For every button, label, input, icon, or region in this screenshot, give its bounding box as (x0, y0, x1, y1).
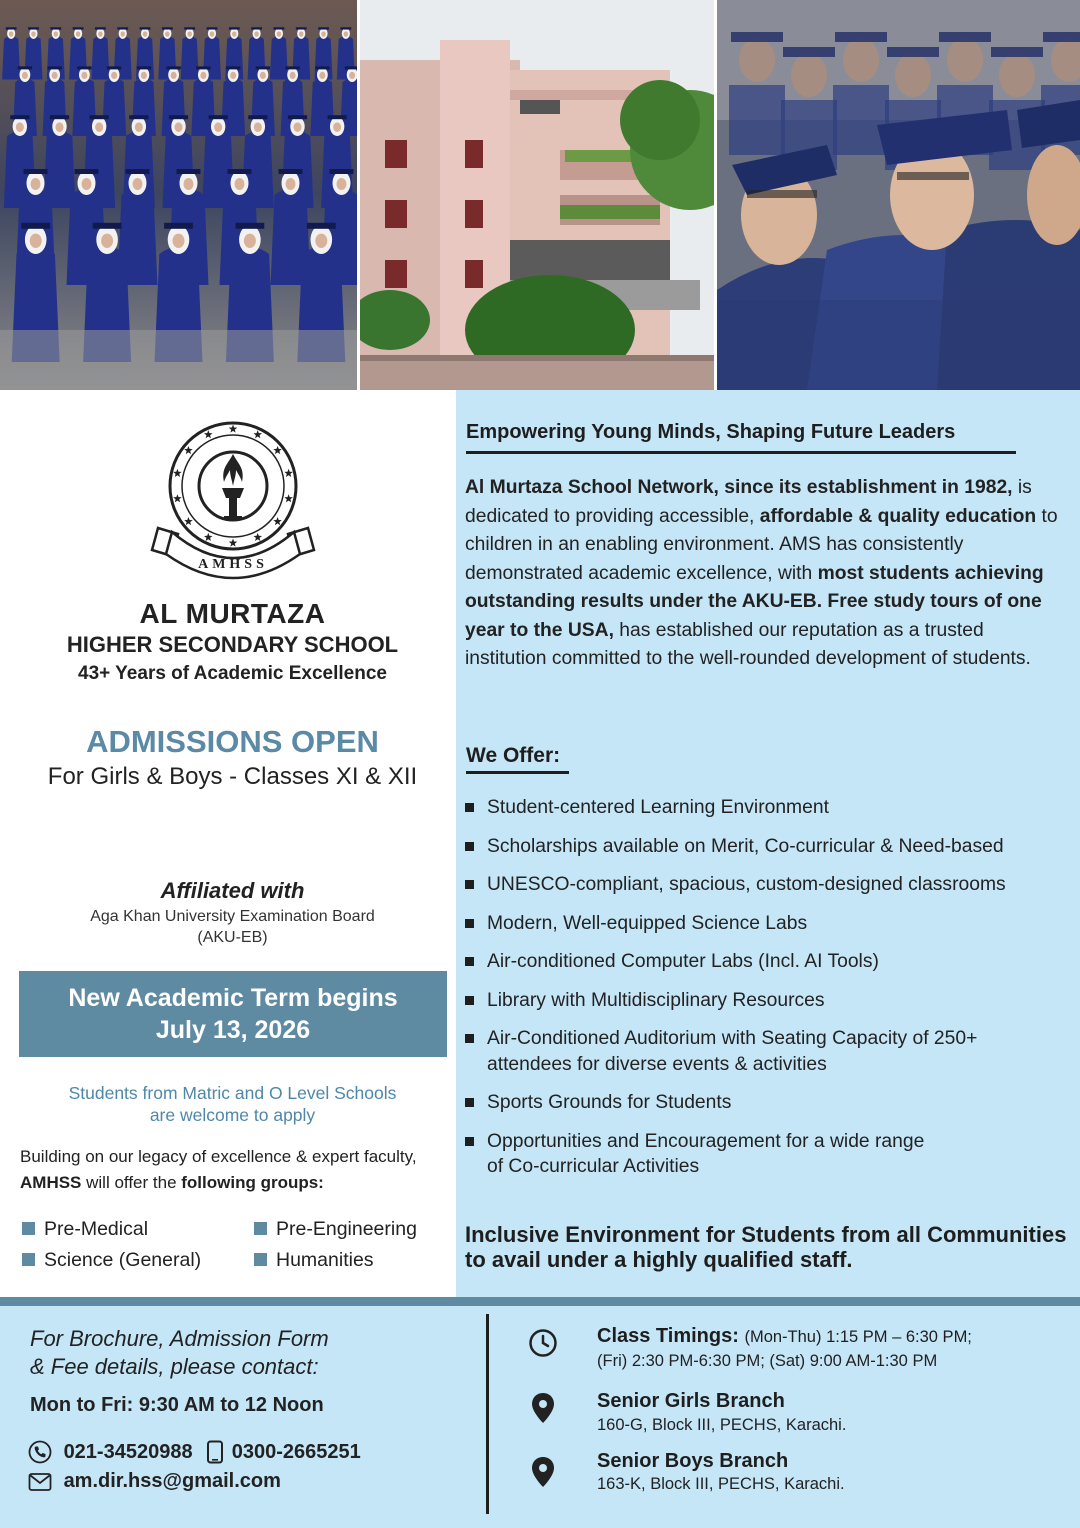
footer-vertical-rule (486, 1314, 489, 1514)
group-item (22, 1249, 201, 1272)
photo-boys-graduation (717, 0, 1080, 390)
group-item (22, 1218, 148, 1241)
brochure-line-2: & Fee details, please contact: (30, 1354, 319, 1379)
mission-tagline: Empowering Young Minds, Shaping Future Leaders (466, 421, 956, 443)
affiliation-heading: Affiliated with (160, 878, 305, 903)
square-bullet-icon (22, 1222, 35, 1235)
phone-line (28, 1440, 361, 1464)
logo-ring-text: AMHSS (198, 557, 268, 572)
photo-girls-graduation (0, 0, 357, 390)
right-column (456, 390, 1080, 1298)
legacy-bold-1: AMHSS (20, 1173, 82, 1192)
welcome-line-1: Students from Matric and O Level Schools (68, 1083, 397, 1103)
timings-label: Class Timings: (597, 1325, 739, 1347)
mobile-phone-icon (206, 1440, 224, 1464)
about-text-3: has established our reputation as a trusted institution committed to the well-rounded development of students. (465, 619, 1031, 669)
affiliation-board (0, 906, 465, 948)
class-timings (597, 1325, 972, 1348)
legacy-text-1: Building on our legacy of excellence & expert faculty, (20, 1147, 417, 1166)
offer-underline (466, 771, 569, 774)
boys-branch-address: 163-K, Block III, PECHS, Karachi. (597, 1475, 845, 1493)
school-crest-logo (150, 416, 316, 580)
clock-icon (528, 1328, 558, 1358)
offer-item: Opportunities and Encouragement for a wide range of Co-curricular Activities (464, 1129, 934, 1180)
school-name: AL MURTAZA (139, 598, 326, 629)
girls-branch-address: 160-G, Block III, PECHS, Karachi. (597, 1416, 847, 1434)
offer-item: Student-centered Learning Environment (464, 795, 1074, 821)
group-item (254, 1218, 417, 1241)
timings-line-2: (Fri) 2:30 PM-6:30 PM; (Sat) 9:00 AM-1:30 PM (597, 1352, 938, 1370)
tagline-underline (466, 451, 1016, 454)
school-tagline: 43+ Years of Academic Excellence (78, 663, 387, 684)
photo-banner (0, 0, 1080, 390)
group-label: Science (General) (44, 1249, 202, 1271)
about-text-1: is dedicated to providing accessible, (465, 477, 1032, 527)
office-hours: Mon to Fri: 9:30 AM to 12 Noon (30, 1394, 324, 1416)
square-bullet-icon (22, 1253, 35, 1266)
offer-item: Modern, Well-equipped Science Labs (464, 911, 1074, 937)
offer-item: Air-conditioned Computer Labs (Incl. AI Tools) (464, 949, 1074, 975)
welcome-line-2: are welcome to apply (149, 1105, 316, 1125)
about-bold-2: affordable & quality education (759, 505, 1037, 527)
phone-mobile[interactable]: 0300-2665251 (231, 1440, 361, 1463)
offers-list (464, 795, 1074, 1180)
group-label: Pre-Medical (44, 1218, 149, 1240)
legacy-text-2: will offer the (81, 1173, 182, 1192)
location-pin-icon (530, 1456, 556, 1488)
about-bold-1: Al Murtaza School Network, since its establishment in 1982, (465, 477, 1013, 498)
term-banner (19, 971, 447, 1057)
inclusive-statement: Inclusive Environment for Students from all Communities to avail under a highly qualified staff. (465, 1222, 1067, 1272)
legacy-bold-2: following groups: (181, 1173, 324, 1192)
group-item (254, 1249, 374, 1272)
left-column (0, 390, 456, 1298)
location-pin-icon (530, 1392, 556, 1424)
about-text-2: to children in an enabling environment. AMS has consistently demonstrated academic excellence, with (465, 505, 1058, 584)
term-line-1: New Academic Term begins (68, 984, 398, 1012)
offer-item: Air-Conditioned Auditorium with Seating Capacity of 250+ attendees for diverse events & activities (464, 1026, 1004, 1077)
girls-branch-name: Senior Girls Branch (597, 1390, 785, 1412)
photo-school-building (360, 0, 714, 390)
footer (0, 1306, 1080, 1528)
school-subtitle: HIGHER SECONDARY SCHOOL (66, 632, 399, 657)
timings-line-1: (Mon-Thu) 1:15 PM – 6:30 PM; (744, 1328, 972, 1346)
board-line-1: Aga Khan University Examination Board (90, 908, 375, 925)
offer-item: Library with Multidisciplinary Resources (464, 988, 1074, 1014)
offer-item: Scholarships available on Merit, Co-curricular & Need-based (464, 834, 1074, 860)
square-bullet-icon (254, 1253, 267, 1266)
footer-divider-band (0, 1297, 1080, 1306)
legacy-paragraph (20, 1144, 440, 1196)
offer-item: UNESCO-compliant, spacious, custom-designed classrooms (464, 872, 1074, 898)
brochure-line-1: For Brochure, Admission Form (30, 1326, 329, 1351)
admissions-heading: ADMISSIONS OPEN (86, 724, 379, 759)
offer-item: Sports Grounds for Students (464, 1090, 1074, 1116)
board-line-2: (AKU-EB) (197, 929, 268, 946)
boys-branch-name: Senior Boys Branch (597, 1450, 789, 1472)
email-line (28, 1470, 281, 1493)
brochure-note (30, 1325, 329, 1381)
phone-landline[interactable]: 021-34520988 (63, 1440, 193, 1463)
about-paragraph (465, 474, 1065, 674)
square-bullet-icon (254, 1222, 267, 1235)
admissions-classes: For Girls & Boys - Classes XI & XII (47, 763, 418, 790)
term-date: July 13, 2026 (155, 1016, 311, 1044)
offer-heading: We Offer: (466, 744, 561, 767)
email-icon (28, 1472, 52, 1492)
group-label: Humanities (276, 1249, 374, 1271)
group-label: Pre-Engineering (276, 1218, 417, 1240)
phone-icon (28, 1440, 52, 1464)
welcome-note (0, 1082, 465, 1126)
email-address[interactable]: am.dir.hss@gmail.com (63, 1470, 281, 1493)
about-bold-3: most students achieving outstanding results under the AKU-EB. Free study tours of one year to the USA, (465, 562, 1044, 641)
